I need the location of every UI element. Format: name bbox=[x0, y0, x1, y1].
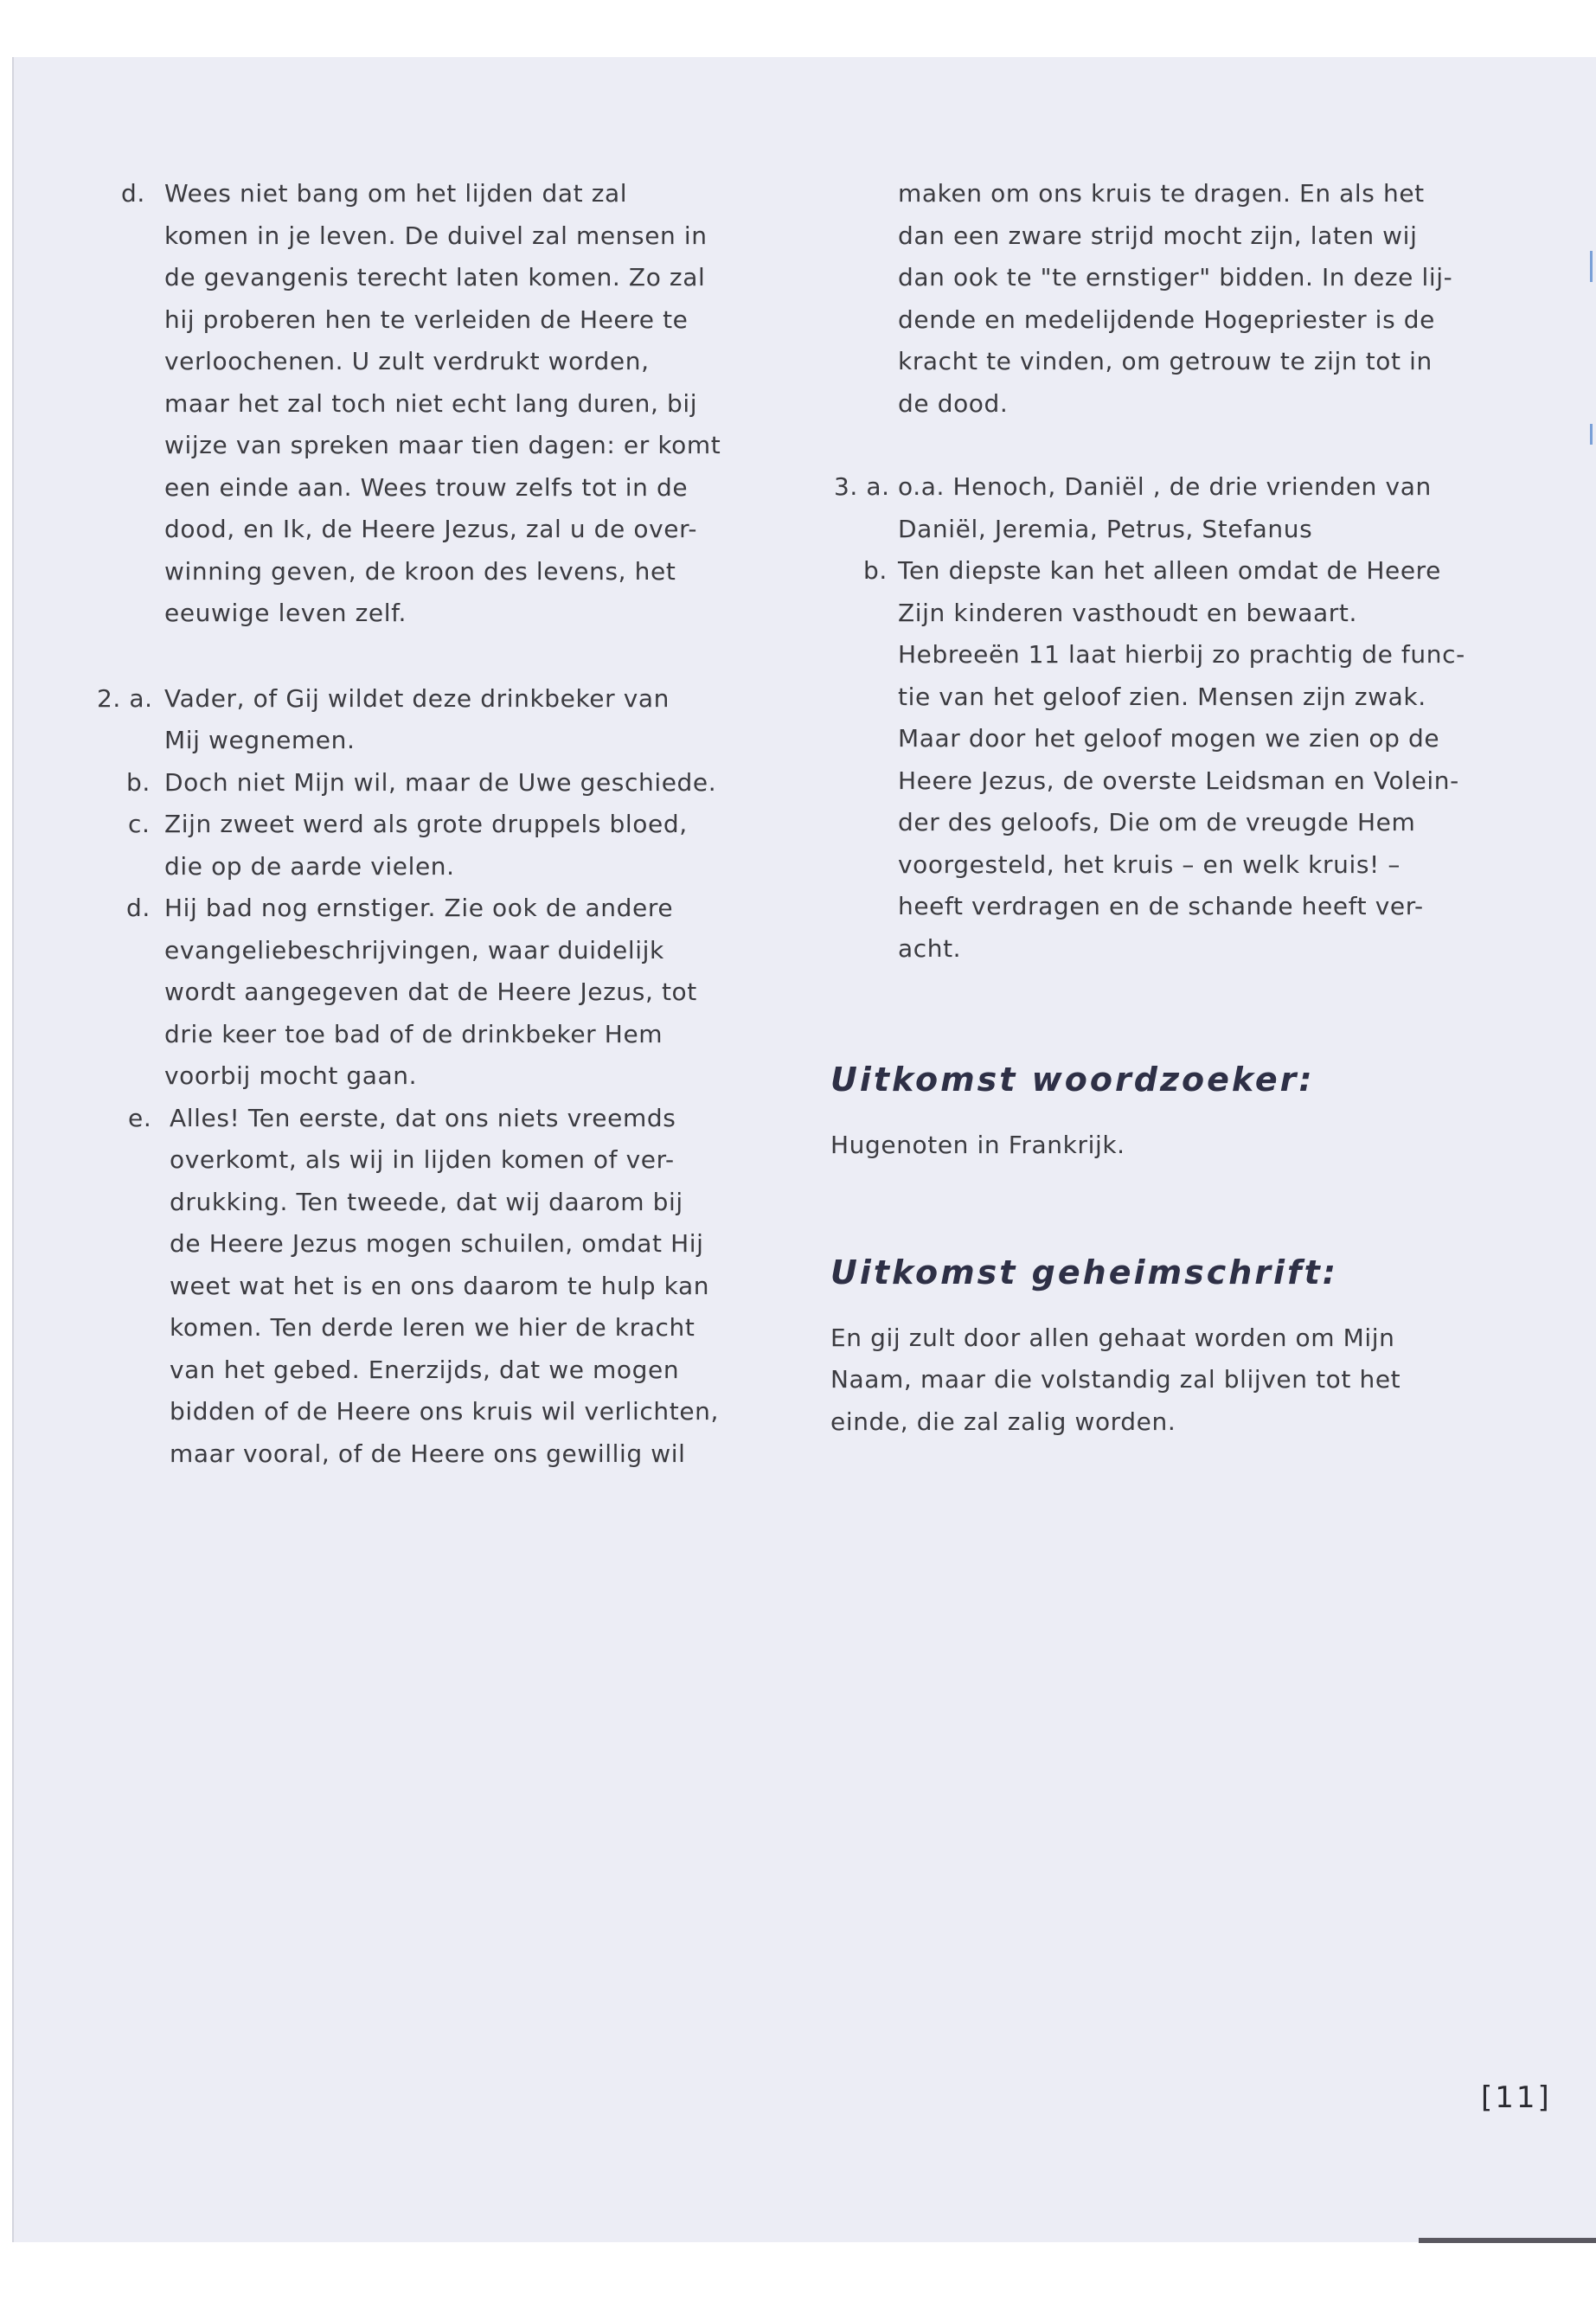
text-line: hij proberen hen te verleiden de Heere te bbox=[164, 304, 689, 334]
answer-item-2d bbox=[121, 888, 744, 1098]
text-line: o.a. Henoch, Daniël , de drie vrienden van bbox=[898, 472, 1432, 501]
text-line: der des geloofs, Die om de vreugde Hem bbox=[898, 808, 1416, 836]
answer-item-2c bbox=[121, 804, 744, 888]
text-line: de dood. bbox=[898, 388, 1009, 418]
text-line: die op de aarde vielen. bbox=[164, 851, 455, 881]
text-line: Heere Jezus, de overste Leidsman en Volein- bbox=[898, 766, 1459, 795]
item-marker: c. bbox=[128, 810, 151, 838]
text-line: de Heere Jezus mogen schuilen, omdat Hij bbox=[170, 1229, 704, 1258]
item-marker: 2. a. bbox=[97, 683, 153, 713]
text-line: verloochenen. U zult verdrukt worden, bbox=[164, 347, 650, 375]
answer-item-2e bbox=[121, 1098, 744, 1476]
item-marker: d. bbox=[126, 894, 151, 922]
margin-tab-mark bbox=[1590, 251, 1593, 282]
text-line: Alles! Ten eerste, dat ons niets vreemds bbox=[170, 1103, 676, 1132]
text-line: heeft verdragen en de schande heeft ver- bbox=[898, 892, 1424, 920]
text-line: dan een zware strijd mocht zijn, laten wij bbox=[898, 221, 1418, 250]
page-edge-strip bbox=[1419, 2238, 1596, 2243]
text-line: evangeliebeschrijvingen, waar duidelijk bbox=[164, 935, 664, 965]
continuation-2e bbox=[898, 173, 1488, 425]
margin-tab-mark bbox=[1590, 424, 1593, 445]
answer-item-2b bbox=[121, 762, 744, 804]
text-line: Zijn kinderen vasthoudt en bewaart. bbox=[898, 598, 1357, 627]
text-line: Ten diepste kan het alleen omdat de Heere bbox=[898, 556, 1442, 585]
text-line: Hebreeën 11 laat hierbij zo prachtig de func- bbox=[898, 640, 1465, 669]
item-marker: d. bbox=[121, 179, 145, 208]
answer-item-2a bbox=[97, 678, 744, 762]
text-line: wordt aangegeven dat de Heere Jezus, tot bbox=[164, 977, 697, 1006]
woordzoeker-heading: Uitkomst woordzoeker: bbox=[830, 1061, 1315, 1099]
text-line: drukking. Ten tweede, dat wij daarom bij bbox=[170, 1187, 683, 1216]
text-line: En gij zult door allen gehaat worden om Mijn bbox=[830, 1323, 1395, 1352]
text-line: Maar door het geloof mogen we zien op de bbox=[898, 724, 1440, 753]
text-line: dende en medelijdende Hogepriester is de bbox=[898, 304, 1435, 334]
text-line: Doch niet Mijn wil, maar de Uwe geschiede. bbox=[164, 767, 717, 797]
left-column bbox=[97, 173, 744, 1475]
text-line: Daniël, Jeremia, Petrus, Stefanus bbox=[898, 514, 1313, 543]
item-marker: e. bbox=[128, 1103, 152, 1132]
text-line: komen. Ten derde leren we hier de kracht bbox=[170, 1313, 695, 1342]
text-line: maar vooral, of de Heere ons gewillig wil bbox=[170, 1439, 686, 1468]
text-line: Mij wegnemen. bbox=[164, 726, 356, 754]
text-line: Naam, maar die volstandig zal blijven tot het bbox=[830, 1365, 1401, 1394]
text-line: komen in je leven. De duivel zal mensen in bbox=[164, 221, 708, 250]
text-line: voorbij mocht gaan. bbox=[164, 1061, 418, 1090]
text-line: weet wat het is en ons daarom te hulp kan bbox=[170, 1271, 710, 1300]
text-line: Zijn zweet werd als grote druppels bloed, bbox=[164, 810, 688, 838]
text-line: wijze van spreken maar tien dagen: er komt bbox=[164, 431, 721, 459]
text-line: bidden of de Heere ons kruis wil verlichten, bbox=[170, 1397, 720, 1426]
text-line: dood, en Ik, de Heere Jezus, zal u de over- bbox=[164, 515, 698, 543]
answer-item-1d bbox=[121, 173, 744, 635]
text-line: Wees niet bang om het lijden dat zal bbox=[164, 179, 628, 208]
text-line: acht. bbox=[898, 933, 962, 963]
text-line: eeuwige leven zelf. bbox=[164, 599, 407, 627]
item-marker: b. bbox=[863, 556, 888, 585]
geheimschrift-heading: Uitkomst geheimschrift: bbox=[830, 1253, 1338, 1292]
text-line: maar het zal toch niet echt lang duren, bij bbox=[164, 388, 698, 418]
text-line: Vader, of Gij wildet deze drinkbeker van bbox=[164, 683, 670, 713]
text-line: de gevangenis terecht laten komen. Zo zal bbox=[164, 263, 706, 292]
woordzoeker-answer: Hugenoten in Frankrijk. bbox=[830, 1131, 1125, 1159]
text-line: einde, die zal zalig worden. bbox=[830, 1407, 1176, 1436]
text-line: drie keer toe bad of de drinkbeker Hem bbox=[164, 1019, 663, 1048]
geheimschrift-answer bbox=[830, 1317, 1488, 1444]
text-line: dan ook te "te ernstiger" bidden. In deze lij- bbox=[898, 263, 1453, 292]
text-line: Hij bad nog ernstiger. Zie ook de andere bbox=[164, 894, 674, 922]
text-line: tie van het geloof zien. Mensen zijn zwak. bbox=[898, 682, 1426, 711]
item-marker: 3. a. bbox=[834, 472, 890, 501]
text-line: kracht te vinden, om getrouw te zijn tot in bbox=[898, 347, 1433, 375]
page-number: [11] bbox=[1481, 2080, 1552, 2115]
right-column bbox=[830, 173, 1488, 1443]
text-line: voorgesteld, het kruis – en welk kruis! – bbox=[898, 849, 1401, 879]
item-marker: b. bbox=[126, 767, 151, 797]
text-line: een einde aan. Wees trouw zelfs tot in de bbox=[164, 472, 689, 502]
text-line: winning geven, de kroon des levens, het bbox=[164, 556, 676, 586]
text-line: maken om ons kruis te dragen. En als het bbox=[898, 179, 1425, 208]
text-line: van het gebed. Enerzijds, dat we mogen bbox=[170, 1355, 680, 1384]
answer-item-3b bbox=[830, 550, 1488, 970]
answer-item-3a bbox=[830, 466, 1488, 550]
text-line: overkomt, als wij in lijden komen of ver- bbox=[170, 1145, 675, 1174]
